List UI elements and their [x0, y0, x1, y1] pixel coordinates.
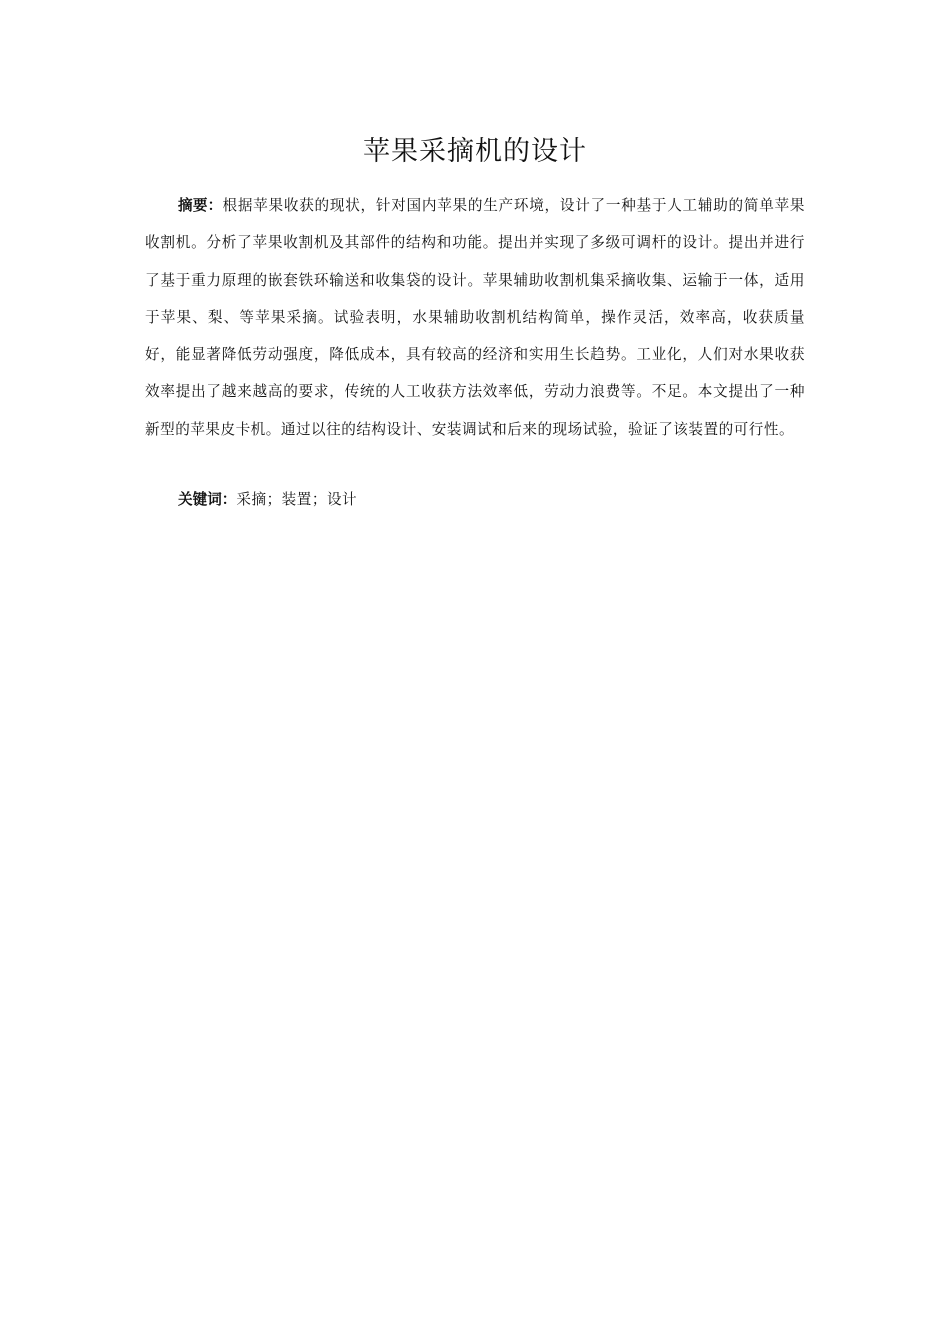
abstract-label: 摘要：	[178, 197, 223, 214]
keywords-paragraph	[145, 485, 805, 515]
document-title: 苹果采摘机的设计	[363, 136, 587, 167]
keywords-label: 关键词：	[178, 491, 237, 508]
keywords-text: 采摘；装置；设计	[236, 491, 358, 508]
abstract-paragraph	[145, 187, 805, 448]
abstract-text: 根据苹果收获的现状，针对国内苹果的生产环境，设计了一种基于人工辅助的简单苹果收割机。分析了苹果收割机及其部件的结构和功能。提出并实现了多级可调杆的设计。提出并进行了基于重力原理的嵌套铁环输送和收集袋的设计。苹果辅助收割机集采摘收集、运输于一体，适用于苹果、梨、等苹果采摘。试验表明，水果辅助收割机结构简单，操作灵活，效率高，收获质量好，能显著降低劳动强度，降低成本，具有较高的经济和实用生长趋势。工业化，人们对水果收获效率提出了越来越高的要求，传统的人工收获方法效率低，劳动力浪费等。不足。本文提出了一种新型的苹果皮卡机。通过以往的结构设计、安装调试和后来的现场试验，验证了该装置的可行性。	[145, 197, 805, 438]
